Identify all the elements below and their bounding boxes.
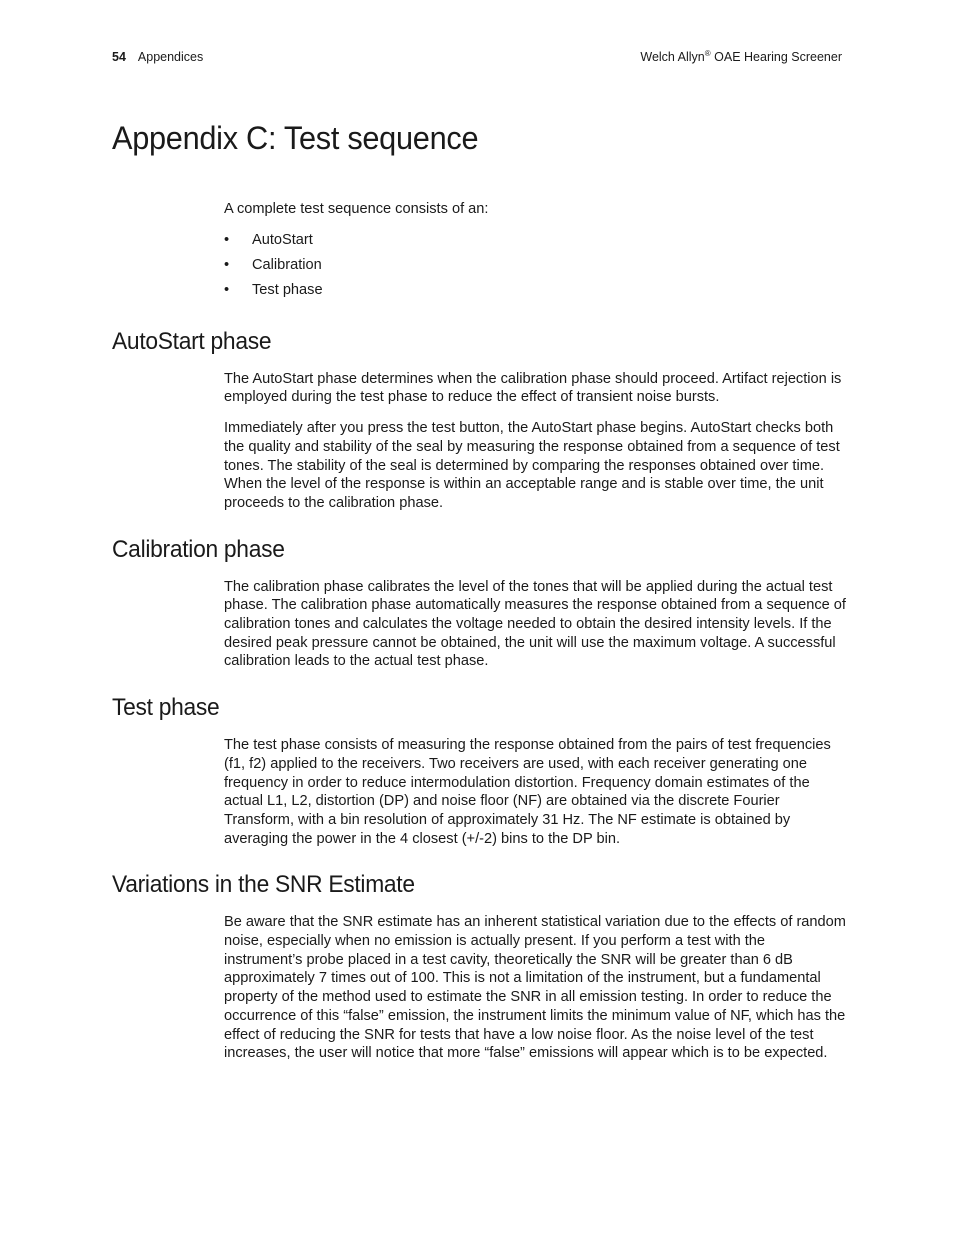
paragraph: The AutoStart phase determines when the calibration phase should proceed. Artifact rejection is employed during the test phase to reduce the effect of transient noise bursts. (224, 370, 842, 406)
bullet-icon: • (224, 256, 230, 273)
page-number: 54 (112, 50, 126, 64)
section-heading-calibration: Calibration phase (112, 535, 285, 563)
section-body-calibration (224, 578, 846, 672)
paragraph: Immediately after you press the test button, the AutoStart phase begins. AutoStart checks both the quality and stability of the seal by measuring the response obtained from a sequence of test tones. The stability of the seal is determined by comparing the responses obtained over time. When the level of the response is within an acceptable range and is stable over time, the unit proceeds to the calibration phase. (224, 420, 840, 511)
header-section: Appendices (137, 50, 204, 64)
section-heading-autostart: AutoStart phase (112, 327, 272, 355)
paragraph: Be aware that the SNR estimate has an inherent statistical variation due to the effects of random noise, especially when no emission is actually present. If you perform a test with the instrument’s probe placed in a test cavity, theoretically the SNR will be greater than 6 dB approximately 7 times out of 100. This is not a limitation of the instrument, but a fundamental property of the method used to estimate the SNR in all emission testing. In order to reduce the occurrence of this “false” emission, the instrument limits the minimum value of NF, which has the effect of reducing the SNR for tests that have a low noise floor. As the noise level of the test increases, the user will notice that more “false” emissions will appear which is to be expected. (224, 914, 846, 1062)
bullet-icon: • (224, 281, 230, 298)
intro-text: A complete test sequence consists of an: (224, 201, 489, 217)
page-title: Appendix C: Test sequence (112, 120, 479, 156)
intro-block (224, 200, 846, 306)
list-item: • AutoStart (224, 231, 313, 248)
section-heading-snr-variations: Variations in the SNR Estimate (112, 871, 415, 899)
paragraph: The test phase consists of measuring the response obtained from the pairs of test frequencies (f1, f2) applied to the receivers. Two receivers are used, with each receiver generating one frequency in order to reduce intermodulation distortion. Frequency domain estimates of the actual L1, L2, distortion (DP) and noise floor (NF) are obtained via the discrete Fourier Transform, with a bin resolution of approximately 31 Hz. The NF estimate is obtained by averaging the power in the 4 closest (+/-2) bins to the DP bin. (224, 737, 831, 847)
list-item: • Calibration (224, 256, 322, 273)
header-product-name: OAE Hearing Screener (714, 50, 842, 64)
section-body-test-phase (224, 736, 846, 848)
section-body-autostart (224, 370, 846, 513)
registered-mark: ® (704, 49, 711, 58)
bullet-icon: • (224, 231, 230, 248)
intro-bullet-list (224, 231, 846, 306)
header-left (112, 50, 203, 64)
header-product (640, 50, 842, 64)
page-content (0, 200, 954, 1063)
running-header (112, 50, 842, 70)
paragraph: The calibration phase calibrates the level of the tones that will be applied during the actual test phase. The calibration phase automatically measures the response obtained from a sequence of calibration tones and calculates the voltage needed to obtain the desired intensity levels. If the desired peak pressure cannot be obtained, the unit will use the maximum voltage. A successful calibration leads to the actual test phase. (224, 578, 846, 670)
list-item: • Test phase (224, 281, 323, 298)
section-body-snr-variations (224, 913, 846, 1063)
header-brand: Welch Allyn (640, 50, 705, 64)
section-heading-test-phase: Test phase (112, 694, 220, 722)
